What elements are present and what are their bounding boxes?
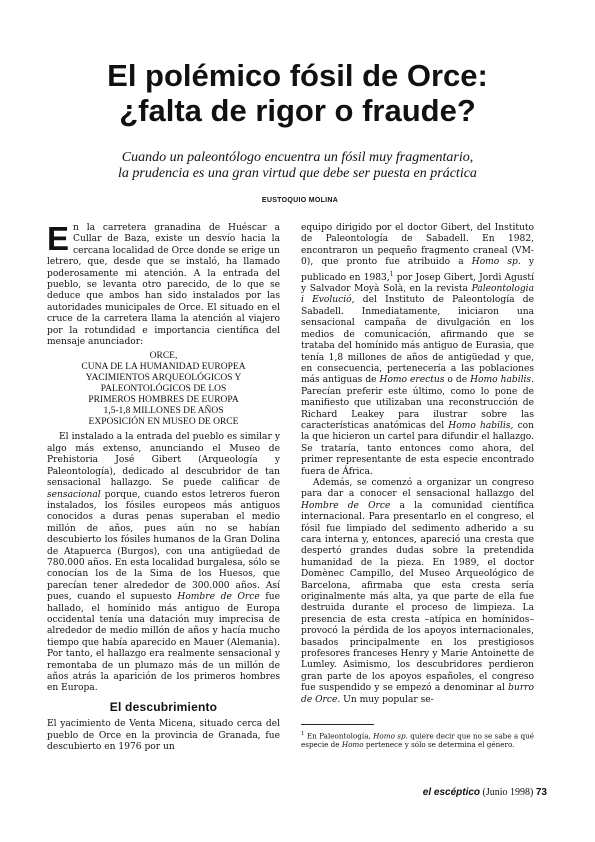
drop-cap: E <box>47 220 70 257</box>
article-subtitle <box>40 150 555 182</box>
section-heading: El descubrimiento <box>109 699 218 714</box>
paragraph-intro: En la carretera granadina de Huéscar a Cullar de Baza, existe un desvío hacia la cercana localidad de Orce donde se erige un letrero, que, desde que se instaló, ha llamado poderosamente mi atención. A la entrada del pueblo, se levanta otro parecido, de lo que se deduce que ambos han sido instalados por las autoridades municipales de Orce. El situado en el cruce de la carretera llama la atención al viajero por la rotundidad e importancia científica del mensaje anunciador: <box>47 220 280 348</box>
title-line-2: ¿falta de rigor o fraude? <box>119 93 476 128</box>
sign-line: PALEONTOLÓGICOS DE LOS <box>100 384 227 395</box>
subtitle-line-1: Cuando un paleontólogo encuentra un fósil muy fragmentario, <box>121 150 474 165</box>
column-left <box>47 220 281 753</box>
sign-line: 1,5-1,8 MILLONES DE AÑOS <box>103 406 224 417</box>
page-footer <box>423 787 547 798</box>
article-title <box>20 58 575 128</box>
sign-line: ORCE, <box>149 351 178 362</box>
footnote: $^1$ En Paleontología, Homo sp. quiere decir que no se sabe a qué especie de Homo pertenece y sólo se determina el género. <box>301 731 534 750</box>
issue-date: (Junio 1998) <box>480 787 536 798</box>
footnote-divider <box>301 724 374 725</box>
paragraph: Además, se comenzó a organizar un congreso para dar a conocer el sensacional hallazgo del Hombre de Orce a la comunidad científica internacional. Para presentarlo en el congreso, el fósil fue limpiado del sedimento adherido a su cara interna y, entonces, apareció una cresta que despertó grandes dudas sobre la pretendida humanidad de la pieza. En 1989, el doctor Domènec Campillo, del Museo Arqueológico de Barcelona, afirmaba que esta cresta sería originalmente más alta, ya que parte de ella fue destruida durante el proceso de limpieza. La presencia de esta cresta –atípica en homínidos– provocó la pérdida de los apoyos internacionales, basados principalmente en los prestigiosos profesores franceses Henry y Marie Antoinette de Lumley. Asimismo, los descubridores perdieron gran parte de los apoyos españoles, el congreso fue suspendido y se empezó a denominar al burro de Orce. Un muy popular se- <box>301 477 535 705</box>
title-line-1: El polémico fósil de Orce: <box>107 58 488 93</box>
paragraph: equipo dirigido por el doctor Gibert, del Instituto de Paleontología de Sabadell. En 1982, encontraron un pequeño fragmento craneal (VM-0), que pronto fue atribuido a Homo sp. y publicado en 1983,$^1$ por Josep Gibert, Jordi Agustí y Salvador Moyà Solà, en la revista Paleontologia i Evolució, del Instituto de Paleontología de Sabadell. Inmediatamente, iniciaron una sensacional campaña de divulgación en los medios de comunicación, afirmando que se trataba del homínido más antiguo de Eurasia, que tenía 1,8 millones de años de antigüedad y que, en consecuencia, pertenecería a las poblaciones más antiguas de Homo erectus o de Homo habilis. Parecían preferir este último, como lo pone de manifiesto que utilizaban una reconstrucción de Richard Leakey para ilustrar sobre las características anatómicas del Homo habilis, con la que hicieron un cartel para difundir el hallazgo. Se trataría, tanto entonces como ahora, del primer representante de esta especie encontrado fuera de África. <box>301 223 534 477</box>
author-byline: EUSTOQUIO MOLINA <box>261 197 339 204</box>
subtitle-line-2: la prudencia es una gran virtud que debe ser puesta en práctica <box>118 166 477 181</box>
magazine-name: el escéptico <box>422 787 481 798</box>
column-right <box>301 223 534 706</box>
paragraph: El yacimiento de Venta Micena, situado cerca del pueblo de Orce en la provincia de Granada, fue descubierto en 1976 por un <box>47 719 280 753</box>
sign-line: PRIMEROS HOMBRES DE EUROPA <box>88 395 239 406</box>
footnote-marker: 1 <box>389 270 394 278</box>
paragraph: El instalado a la entrada del pueblo es similar y algo más extenso, anunciando el Museo de Prehistoria José Gibert (Arqueología y Paleontología), dedicado al descubridor de tan sensacional hallazgo. Se puede calificar de sensacional porque, cuando estos letreros fueron instalados, los fósiles europeos más antiguos conocidos a duras penas superaban el medio millón de años, pues aún no se habían descubierto los fósiles humanos de la Gran Dolina de Atapuerca (Burgos), con una antigüedad de 780.000 años. En esta localidad burgalesa, sólo se conocían los de la Sima de los Huesos, que parecían tener alrededor de 300.000 años. Así pues, cuando el supuesto Hombre de Orce fue hallado, el homínido más antiguo de Europa occidental tenía una datación muy imprecisa de alrededor de medio millón de años y hacía mucho tiempo que había aparecido en Mauer (Alemania). Por tanto, el hallazgo era realmente sensacional y remontaba de un plumazo más de un millón de años atrás la aparición de los primeros hombres en Europa. <box>47 432 281 694</box>
sign-line: EXPOSICIÓN EN MUSEO DE ORCE <box>88 417 239 428</box>
sign-line: CUNA DE LA HUMANIDAD EUROPEA <box>81 362 246 373</box>
road-sign-quote <box>47 351 280 428</box>
page-number: 73 <box>535 787 547 798</box>
sign-line: YACIMIENTOS ARQUEOLÓGICOS Y <box>85 373 242 384</box>
